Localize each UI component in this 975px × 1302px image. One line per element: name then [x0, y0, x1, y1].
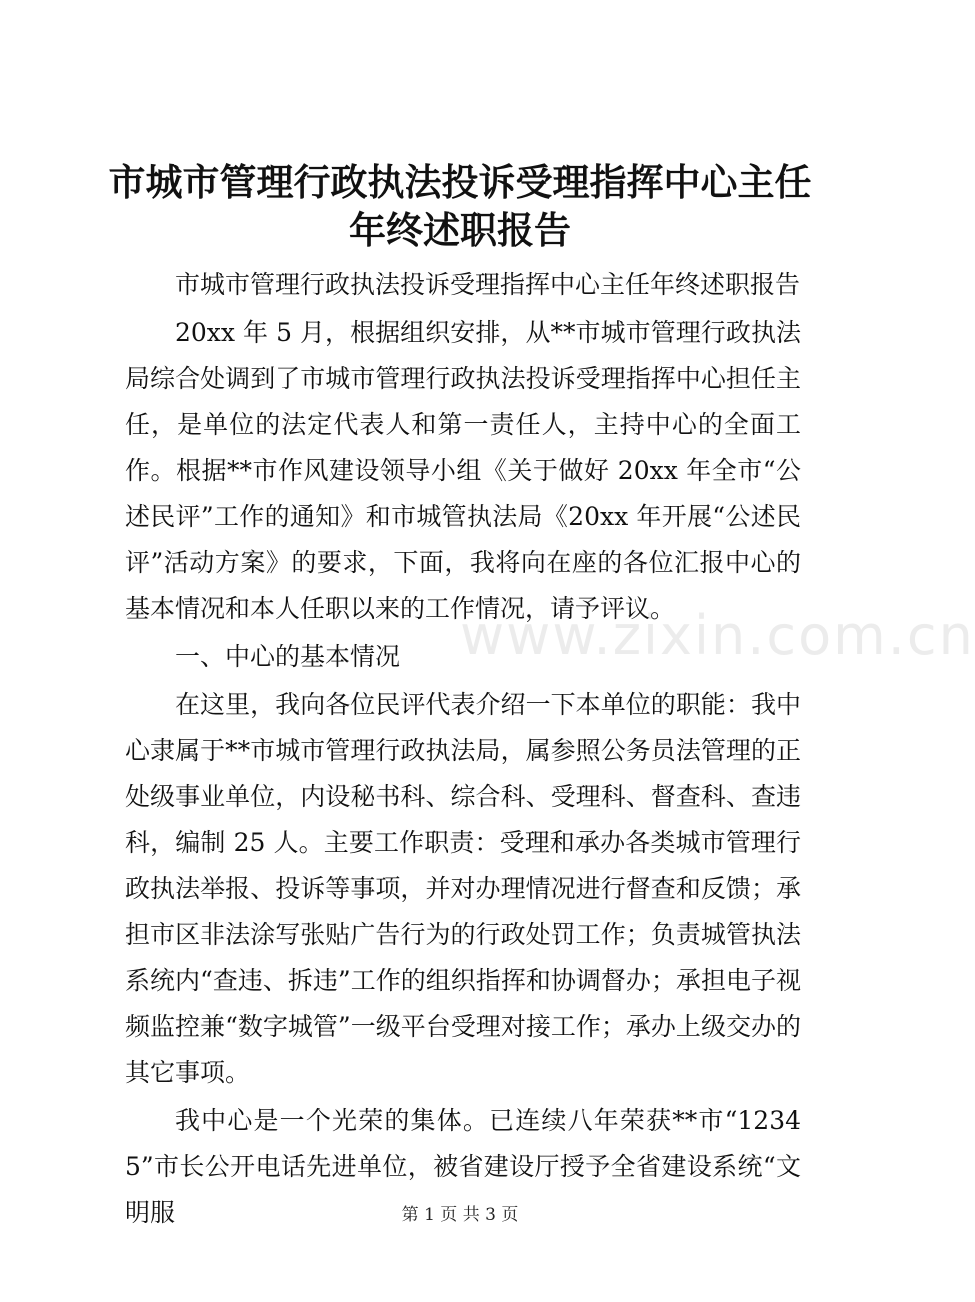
document-body: [125, 262, 801, 1238]
document-title: 市城市管理行政执法投诉受理指挥中心主任年终述职报告: [108, 160, 812, 252]
paragraph-duties: 在这里，我向各位民评代表介绍一下本单位的职能：我中心隶属于**市城市管理行政执法局，属参照公务员法管理的正处级事业单位，内设秘书科、综合科、受理科、督查科、查违科，编制 25 人。主要工作职责：受理和承办各类城市管理行政执法举报、投诉等事项，并对办理情况进行督查和反馈；承担市区非法涂写张贴广告行为的行政处罚工作；负责城管执法系统内“查违、拆违”工作的组织指挥和协调督办；承担电子视频监控兼“数字城管”一级平台受理对接工作；承办上级交办的其它事项。: [125, 690, 801, 1087]
section-heading-basic-situation: 一、中心的基本情况: [175, 642, 401, 671]
page-footer: 第 1 页 共 3 页: [401, 1205, 519, 1225]
paragraph-honors: 我中心是一个光荣的集体。已连续八年荣获**市“12345”市长公开电话先进单位，被省建设厅授予全省建设系统“文明服: [125, 1106, 801, 1227]
paragraph-title-repeat: 市城市管理行政执法投诉受理指挥中心主任年终述职报告: [175, 270, 801, 299]
paragraph-intro: 20xx 年 5 月，根据组织安排，从**市城市管理行政执法局综合处调到了市城市管理行政执法投诉受理指挥中心担任主任，是单位的法定代表人和第一责任人，主持中心的全面工作。根据**市作风建设领导小组《关于做好 20xx 年全市“公述民评”工作的通知》和市城管执法局《20xx 年开展“公述民评”活动方案》的要求，下面，我将向在座的各位汇报中心的基本情况和本人任职以来的工作情况，请予评议。: [125, 318, 801, 623]
watermark: www.zixin.com.cn: [460, 604, 975, 667]
